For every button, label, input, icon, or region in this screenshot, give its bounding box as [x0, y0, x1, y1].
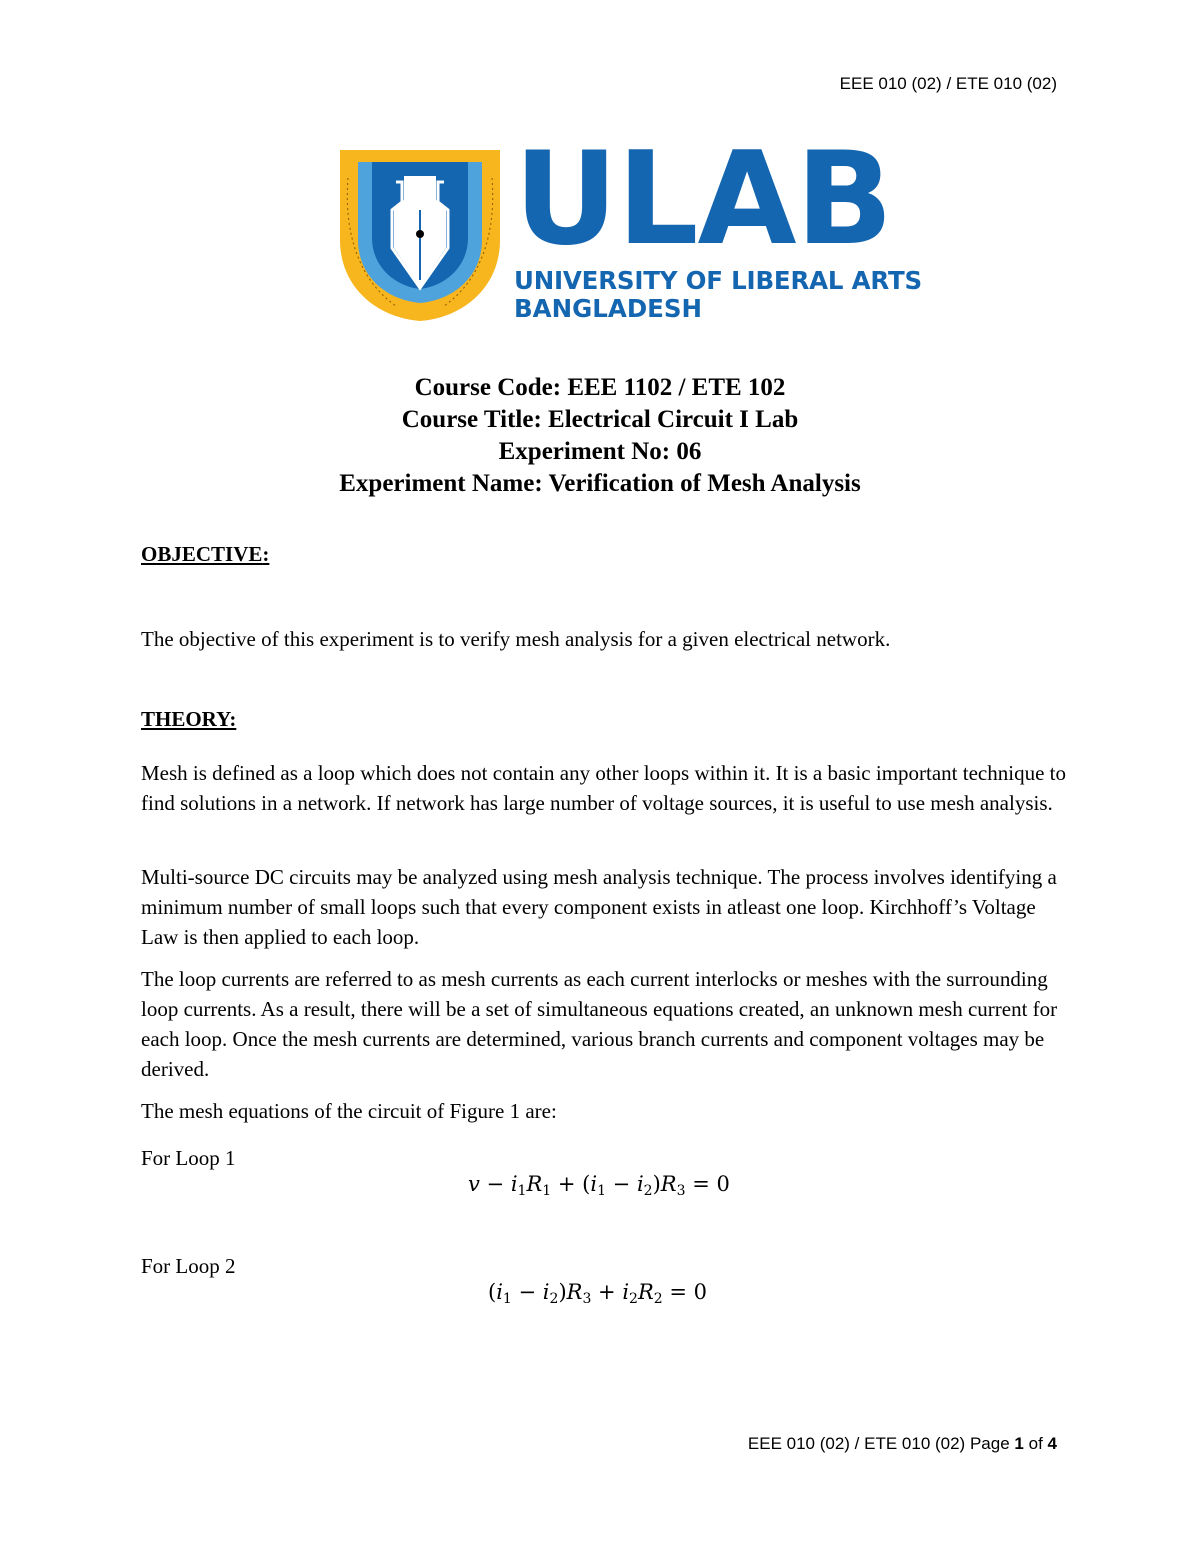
- footer-code: EEE 010 (02) / ETE 010 (02): [747, 1434, 966, 1453]
- theory-paragraph-4: The mesh equations of the circuit of Figure 1 are:: [141, 1099, 557, 1123]
- title-block: [0, 372, 1200, 500]
- objective-heading-text: OBJECTIVE: [141, 542, 263, 566]
- objective-heading-colon: :: [262, 542, 270, 566]
- theory-paragraph-1: Mesh is defined as a loop which does not contain any other loops within it. It is a basic important technique to find solutions in a network. If network has large number of voltage sources, it is useful to use mesh analysis.: [141, 761, 1066, 815]
- loop-2-equation: $(i_1 - i_2)R_3 + i_2R_2 = 0$: [488, 1280, 708, 1307]
- objective-text: The objective of this experiment is to verify mesh analysis for a given electrical network.: [141, 627, 891, 651]
- experiment-name: Experiment Name: Verification of Mesh Analysis: [339, 470, 861, 497]
- course-code: Course Code: EEE 1102 / ETE 102: [414, 374, 786, 401]
- loop-1-label: For Loop 1: [141, 1146, 236, 1170]
- experiment-number: Experiment No: 06: [498, 438, 702, 465]
- footer-page-number: 1: [1014, 1434, 1024, 1453]
- footer-page-word: Page: [969, 1434, 1010, 1453]
- footer-of-word: of: [1028, 1434, 1043, 1453]
- footer-page-total: 4: [1047, 1434, 1057, 1453]
- logo-university-name: UNIVERSITY OF LIBERAL ARTS: [514, 266, 922, 295]
- theory-paragraph-3: The loop currents are referred to as mesh currents as each current interlocks or meshes with the surrounding loop currents. As a result, there will be a set of simultaneous equations created, an unknown mesh current for each loop. Once the mesh currents are determined, various branch currents and component voltages may be derived.: [141, 967, 1058, 1081]
- logo-country: BANGLADESH: [514, 294, 703, 323]
- theory-heading: THEORY:: [141, 707, 237, 731]
- theory-paragraph-2: Multi-source DC circuits may be analyzed using mesh analysis technique. The process involves identifying a minimum number of small loops such that every component exists in atleast one loop. Kirchhoff’s Voltage Law is then applied to each loop.: [141, 865, 1057, 949]
- ulab-logo: [336, 125, 922, 323]
- page-footer: [748, 1434, 1057, 1454]
- ulab-crest-icon: [336, 148, 504, 323]
- logo-wordmark: ULAB: [514, 125, 893, 274]
- objective-heading: [141, 542, 269, 567]
- loop-2-label: For Loop 2: [141, 1254, 236, 1278]
- course-title: Course Title: Electrical Circuit I Lab: [401, 406, 799, 433]
- page-header: EEE 010 (02) / ETE 010 (02): [839, 74, 1057, 93]
- loop-1-equation: $v - i_1R_1 + (i_1 - i_2)R_3 = 0$: [468, 1172, 730, 1199]
